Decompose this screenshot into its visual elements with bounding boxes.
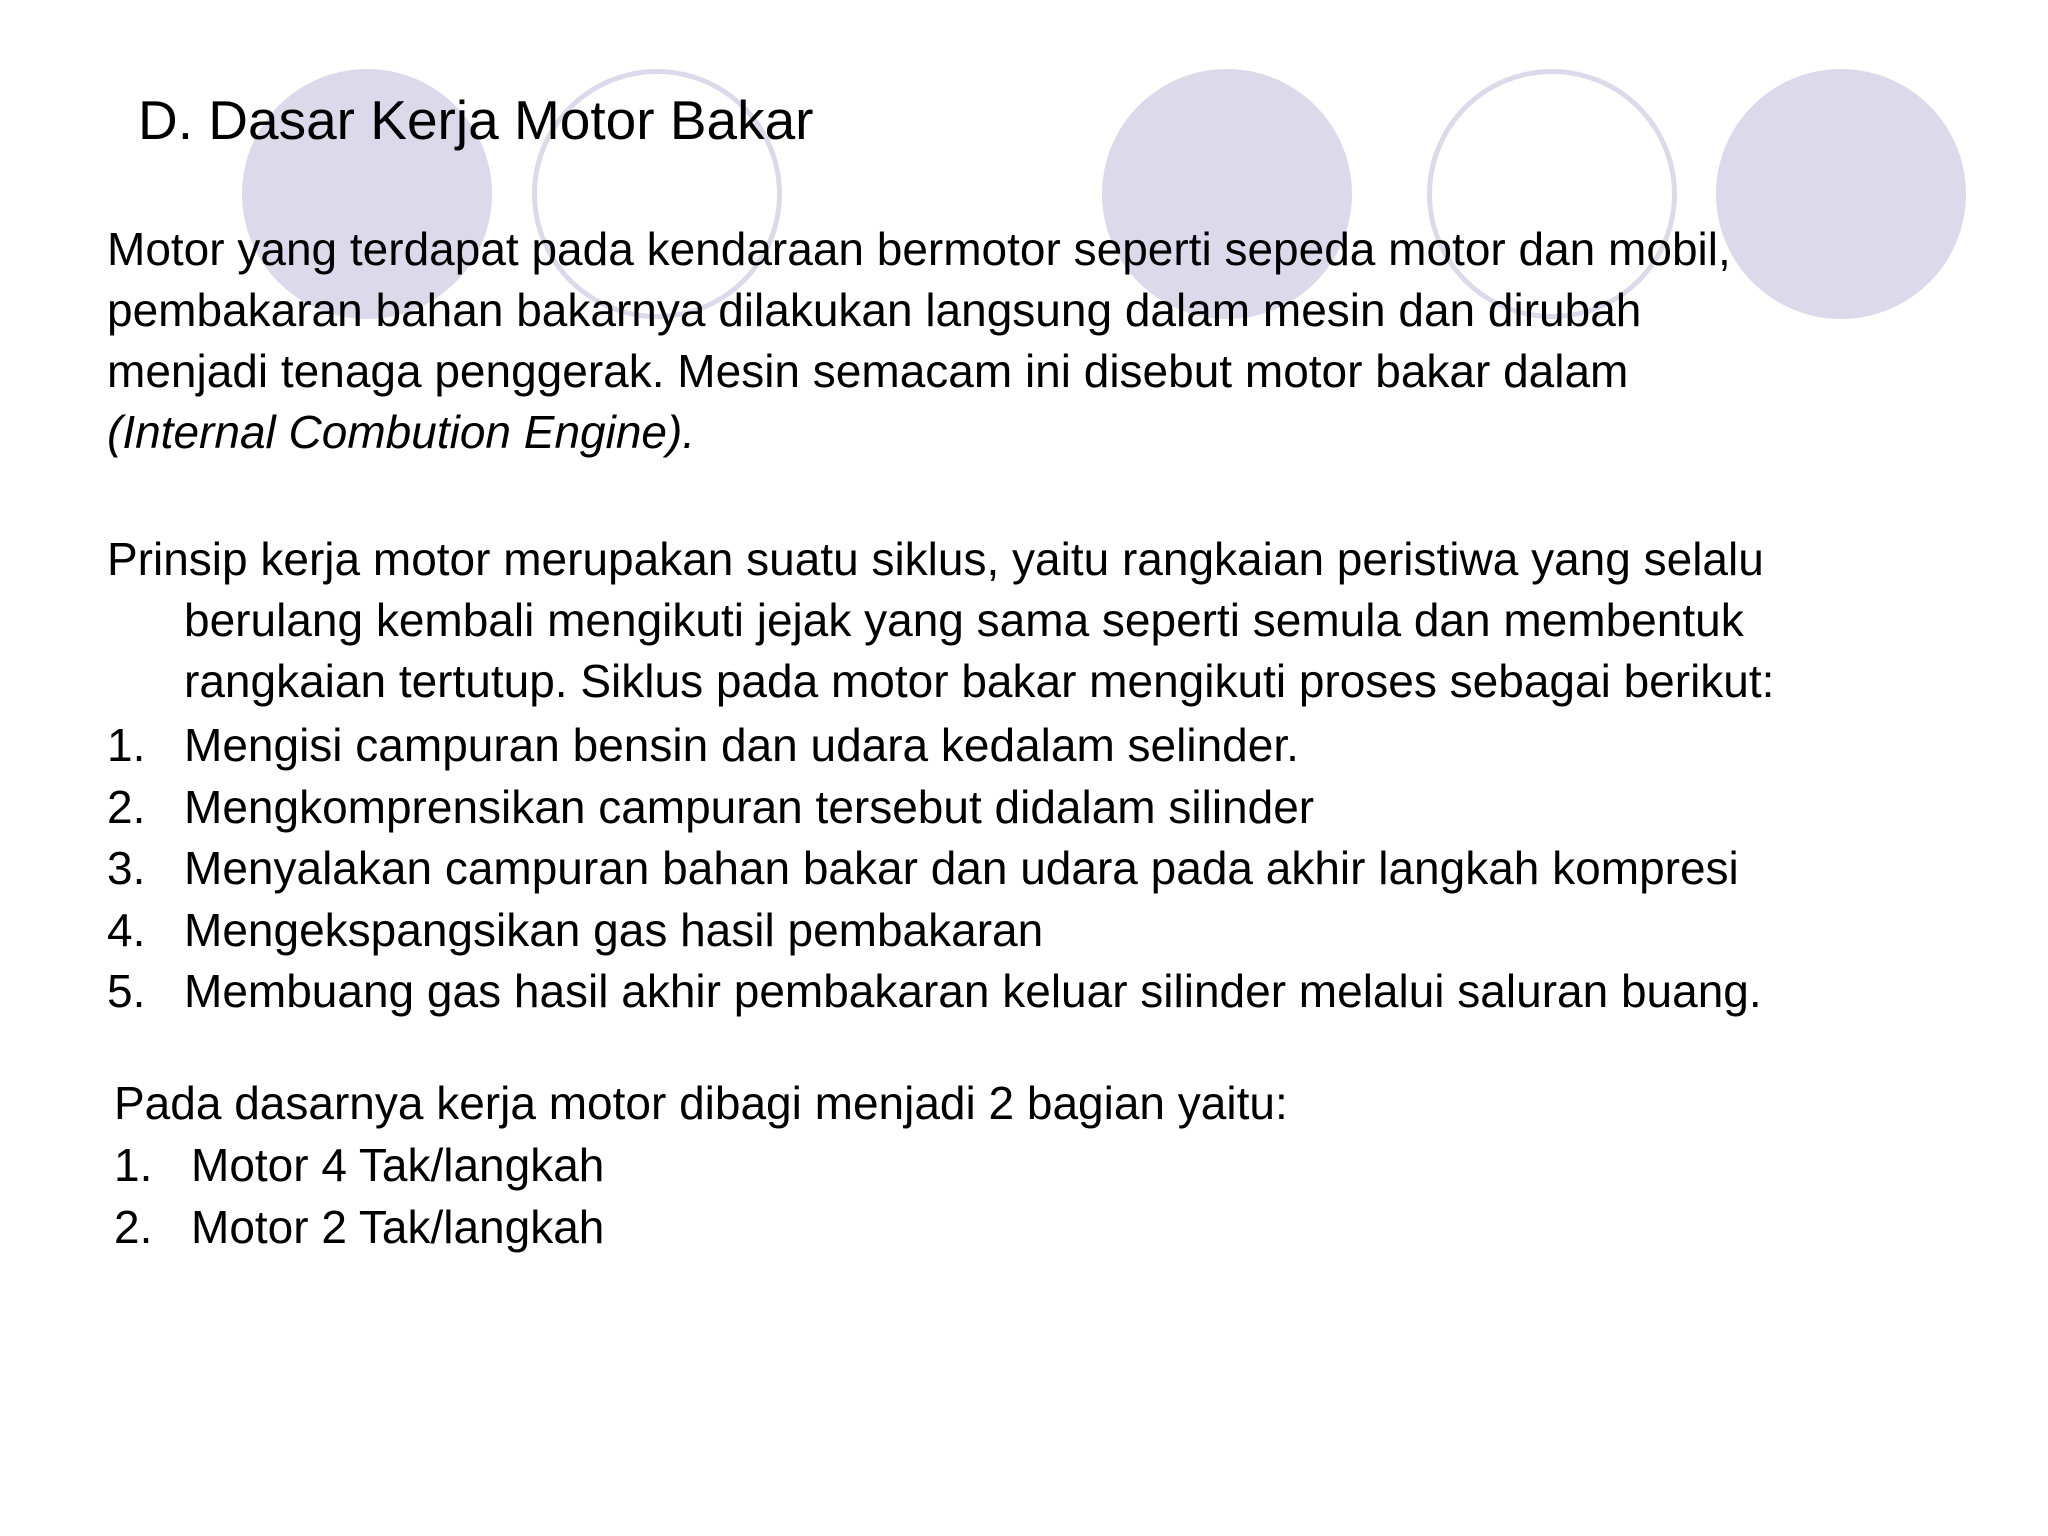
list-text: Mengkomprensikan campuran tersebut didalam silinder xyxy=(184,780,1315,833)
list-item xyxy=(107,961,1762,1023)
principle-first-line: Prinsip kerja motor merupakan suatu siklus, yaitu rangkaian peristiwa yang selalu xyxy=(107,533,1764,585)
list-text: Menyalakan campuran bahan bakar dan udara pada akhir langkah kompresi xyxy=(184,842,1739,894)
list-item xyxy=(114,1196,604,1258)
list-number: 1. xyxy=(107,719,146,771)
list-number: 2. xyxy=(107,780,146,833)
principle-continuation-line: berulang kembali mengikuti jejak yang sama seperti semula dan membentuk xyxy=(184,594,1744,646)
list-item xyxy=(114,1134,604,1196)
slide-title: D. Dasar Kerja Motor Bakar xyxy=(138,89,814,151)
list-item xyxy=(107,777,1762,839)
list-number: 2. xyxy=(114,1201,153,1253)
intro-paragraph xyxy=(107,219,2007,463)
list-item xyxy=(107,838,1762,900)
list-number: 3. xyxy=(107,842,146,894)
list-text: Mengekspangsikan gas hasil pembakaran xyxy=(184,903,1044,956)
summary-line: Pada dasarnya kerja motor dibagi menjadi 2 bagian yaitu: xyxy=(114,1077,1288,1129)
list-number: 5. xyxy=(107,965,146,1017)
intro-line: pembakaran bahan bakarnya dilakukan langsung dalam mesin dan dirubah xyxy=(107,284,1642,336)
list-text: Motor 2 Tak/langkah xyxy=(191,1201,605,1253)
principle-continuation-line: rangkaian tertutup. Siklus pada motor bakar mengikuti proses sebagai berikut: xyxy=(184,655,1775,707)
principle-paragraph xyxy=(107,529,2007,712)
list-text: Mengisi campuran bensin dan udara kedalam selinder. xyxy=(184,719,1299,771)
intro-italic-term: (Internal Combution Engine). xyxy=(107,406,696,458)
list-text: Motor 4 Tak/langkah xyxy=(191,1139,605,1191)
list-item xyxy=(107,715,1762,777)
motor-types-list xyxy=(114,1134,604,1258)
list-number: 4. xyxy=(107,903,146,956)
cycle-steps-list xyxy=(107,715,1762,1023)
intro-line: menjadi tenaga penggerak. Mesin semacam ini disebut motor bakar dalam xyxy=(107,345,1629,397)
list-item xyxy=(107,900,1762,962)
list-number: 1. xyxy=(114,1139,153,1191)
intro-line: Motor yang terdapat pada kendaraan bermotor seperti sepeda motor dan mobil, xyxy=(107,223,1731,275)
list-text: Membuang gas hasil akhir pembakaran keluar silinder melalui saluran buang. xyxy=(184,965,1762,1017)
